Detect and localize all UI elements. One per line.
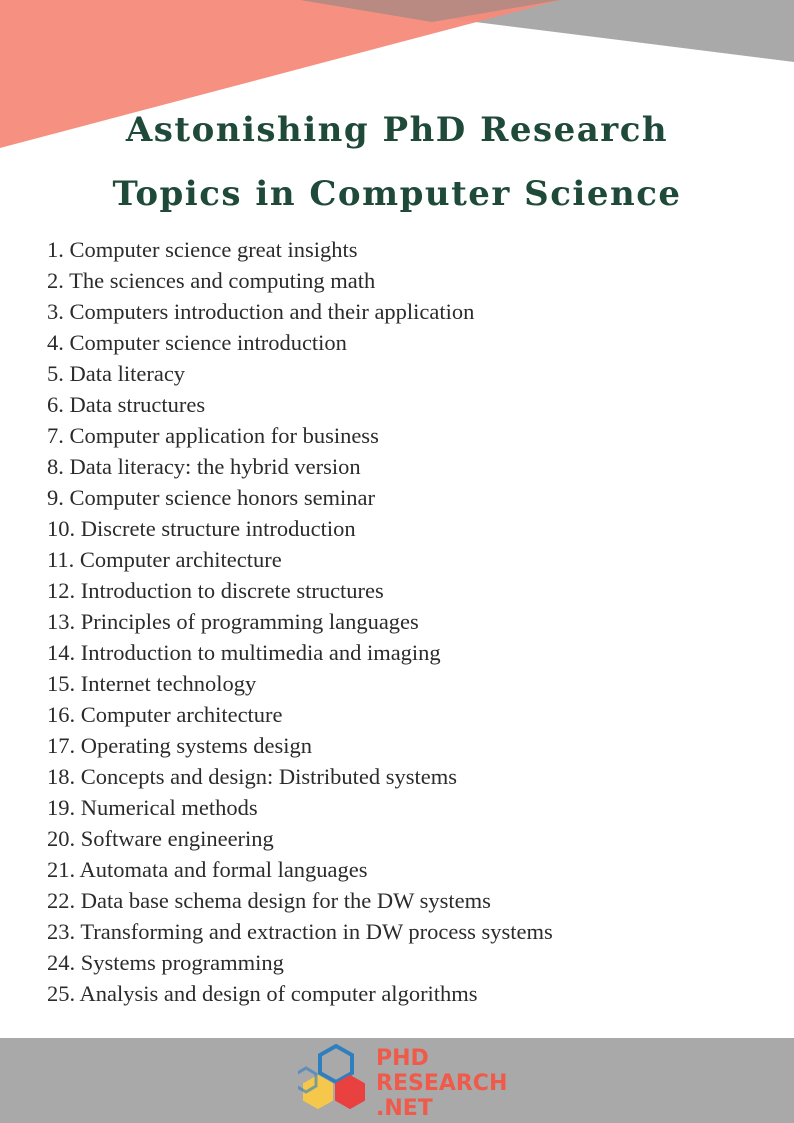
list-item: 19. Numerical methods <box>47 795 258 820</box>
list-item: 3. Computers introduction and their application <box>47 299 475 324</box>
list-item: 16. Computer architecture <box>47 702 283 727</box>
list-item: 9. Computer science honors seminar <box>47 485 376 510</box>
list-item: 21. Automata and formal languages <box>47 857 368 882</box>
title-line-1: Astonishing PhD Research <box>125 110 669 150</box>
brand-logo[interactable] <box>298 1042 508 1121</box>
footer-bar <box>0 1038 794 1123</box>
hexagon-cluster-icon <box>298 1042 374 1118</box>
list-item: 24. Systems programming <box>47 950 284 975</box>
logo-line-3: .NET <box>376 1096 433 1121</box>
page-title <box>0 98 794 226</box>
list-item: 14. Introduction to multimedia and imaging <box>47 640 441 665</box>
list-item: 1. Computer science great insights <box>47 237 358 262</box>
topic-list <box>47 234 767 1009</box>
list-item: 22. Data base schema design for the DW systems <box>47 888 491 913</box>
logo-line-2: RESEARCH <box>376 1071 508 1096</box>
list-item: 11. Computer architecture <box>47 547 282 572</box>
hexagon-red <box>336 1076 364 1108</box>
list-item: 17. Operating systems design <box>47 733 312 758</box>
list-item: 18. Concepts and design: Distributed systems <box>47 764 457 789</box>
list-item: 2. The sciences and computing math <box>47 268 376 293</box>
list-item: 23. Transforming and extraction in DW process systems <box>47 919 553 944</box>
list-item: 10. Discrete structure introduction <box>47 516 356 541</box>
list-item: 4. Computer science introduction <box>47 330 347 355</box>
logo-line-1: PHD <box>376 1046 429 1071</box>
list-item: 6. Data structures <box>47 392 206 417</box>
list-item: 7. Computer application for business <box>47 423 379 448</box>
list-item: 8. Data literacy: the hybrid version <box>47 454 361 479</box>
list-item: 5. Data literacy <box>47 361 186 386</box>
list-item: 20. Software engineering <box>47 826 274 851</box>
logo-wordmark <box>376 1046 507 1121</box>
list-item: 13. Principles of programming languages <box>47 609 419 634</box>
title-line-2: Topics in Computer Science <box>112 174 682 214</box>
list-item: 15. Internet technology <box>47 671 257 696</box>
list-item: 25. Analysis and design of computer algorithms <box>47 981 478 1006</box>
list-item: 12. Introduction to discrete structures <box>47 578 384 603</box>
